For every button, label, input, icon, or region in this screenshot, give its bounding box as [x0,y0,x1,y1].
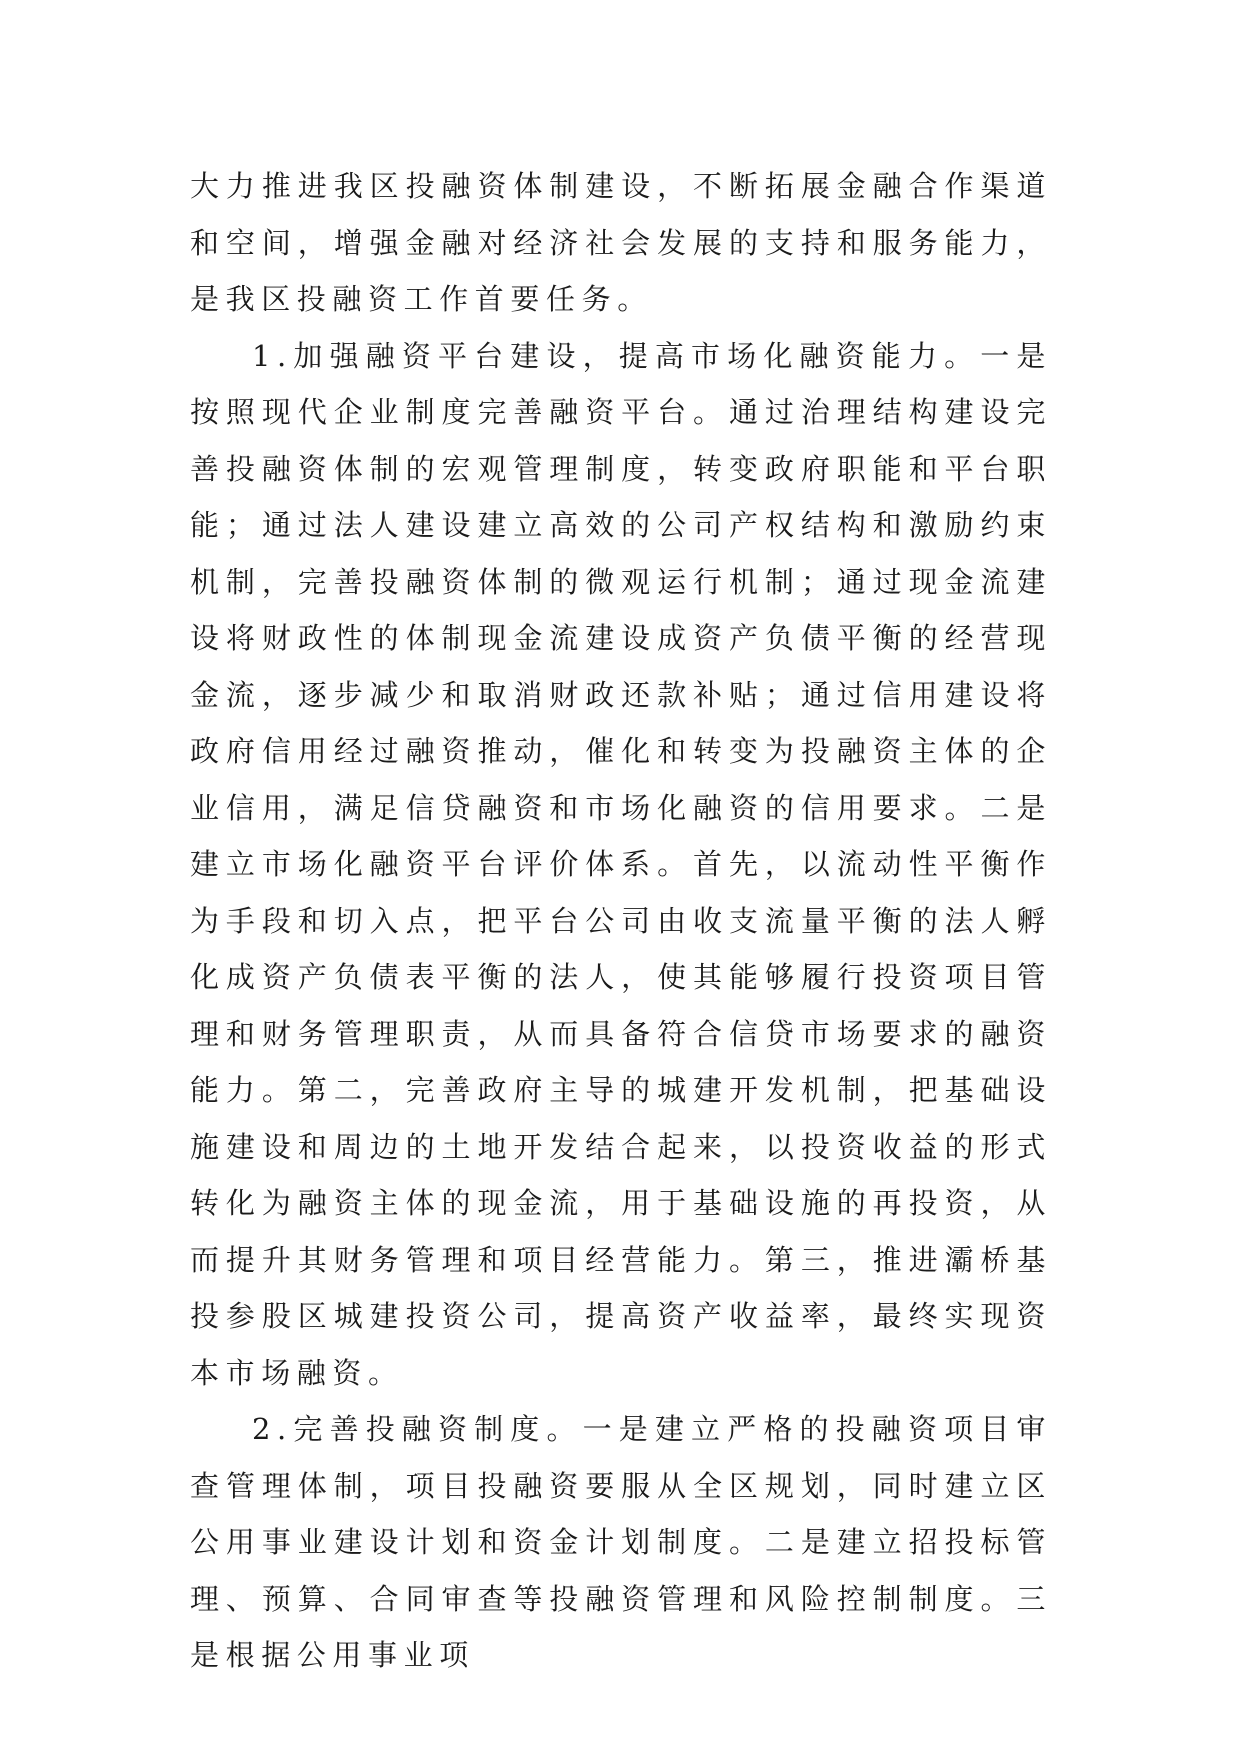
paragraph-investment-system: 2.完善投融资制度。一是建立严格的投融资项目审查管理体制，项目投融资要服从全区规划，同时建立区公用事业建设计划和资金计划制度。二是建立招投标管理、预算、合同审查等投融资管理和风险控制制度。三是根据公用事业项 [190,1412,1052,1672]
document-body [190,158,1052,1684]
paragraph-financing-platform: 1.加强融资平台建设，提高市场化融资能力。一是按照现代企业制度完善融资平台。通过治理结构建设完善投融资体制的宏观管理制度，转变政府职能和平台职能；通过法人建设建立高效的公司产权结构和激励约束机制，完善投融资体制的微观运行机制；通过现金流建设将财政性的体制现金流建设成资产负债平衡的经营现金流，逐步减少和取消财政还款补贴；通过信用建设将政府信用经过融资推动，催化和转变为投融资主体的企业信用，满足信贷融资和市场化融资的信用要求。二是建立市场化融资平台评价体系。首先，以流动性平衡作为手段和切入点，把平台公司由收支流量平衡的法人孵化成资产负债表平衡的法人，使其能够履行投资项目管理和财务管理职责，从而具备符合信贷市场要求的融资能力。第二，完善政府主导的城建开发机制，把基础设施建设和周边的土地开发结合起来，以投资收益的形式转化为融资主体的现金流，用于基础设施的再投资，从而提升其财务管理和项目经营能力。第三，推进灞桥基投参股区城建投资公司，提高资产收益率，最终实现资本市场融资。 [190,338,1052,1390]
paragraph-intro: 大力推进我区投融资体制建设，不断拓展金融合作渠道和空间，增强金融对经济社会发展的支持和服务能力，是我区投融资工作首要任务。 [190,169,1052,316]
